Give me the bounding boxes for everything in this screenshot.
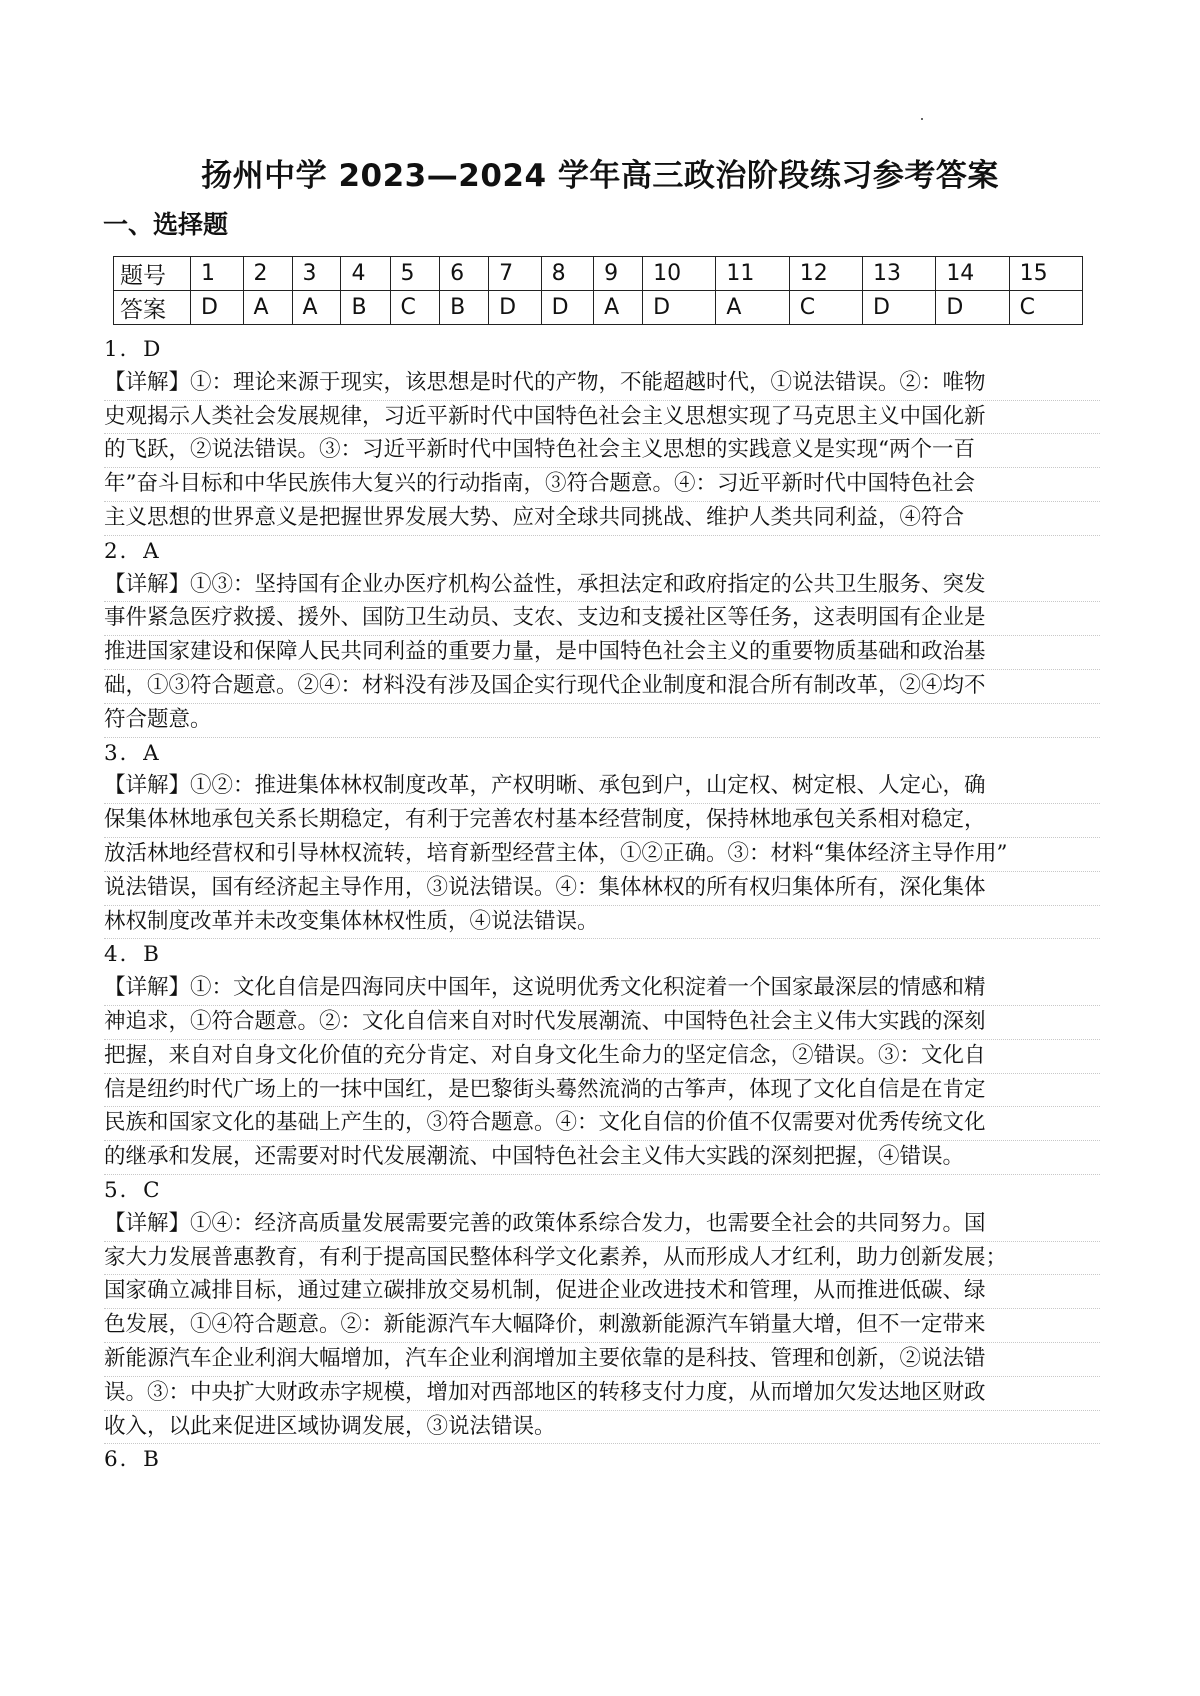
answer-cell: D [191,291,244,325]
explanation-line: 家大力发展普惠教育，有利于提高国民整体科学文化素养，从而形成人才红利，助力创新发展； [104,1242,1100,1276]
explanation-line: 【详解】①④：经济高质量发展需要完善的政策体系综合发力，也需要全社会的共同努力。国 [104,1208,1100,1242]
explanation-line: 国家确立减排目标，通过建立碳排放交易机制，促进企业改进技术和管理，从而推进低碳、绿 [104,1275,1100,1309]
answer-cell: D [541,291,594,325]
question-answer-label: 6．B [104,1447,161,1473]
answer-cell: C [1009,291,1082,325]
answer-cell: C [390,291,440,325]
explanation-line: 【详解】①：理论来源于现实，该思想是时代的产物，不能超越时代，①说法错误。②：唯物 [104,367,1100,401]
question-number-cell: 8 [541,257,594,291]
row-header-number: 题号 [114,257,191,291]
answer-cell: B [341,291,390,325]
question-number-cell: 13 [863,257,936,291]
explanations [104,334,1100,1477]
explanation-line: 信是纽约时代广场上的一抹中国红，是巴黎街头蓦然流淌的古筝声，体现了文化自信是在肯定 [104,1074,1100,1108]
explanation-line: 把握，来自对自身文化价值的充分肯定、对自身文化生命力的坚定信念，②错误。③：文化自 [104,1040,1100,1074]
answer-cell: C [789,291,862,325]
explanation-line: 础，①③符合题意。②④：材料没有涉及国企实行现代企业制度和混合所有制改革，②④均不 [104,670,1100,704]
answer-cell: D [863,291,936,325]
answer-cell: A [243,291,292,325]
question-explanation [104,738,1100,940]
question-explanation [104,334,1100,536]
explanation-line: 新能源汽车企业利润大幅增加，汽车企业利润增加主要依靠的是科技、管理和创新，②说法错 [104,1343,1100,1377]
explanation-line: 民族和国家文化的基础上产生的，③符合题意。④：文化自信的价值不仅需要对优秀传统文化 [104,1107,1100,1141]
explanation-line: 年”奋斗目标和中华民族伟大复兴的行动指南，③符合题意。④：习近平新时代中国特色社会 [104,468,1100,502]
question-number-cell: 10 [643,257,716,291]
question-number-cell: 15 [1009,257,1082,291]
explanation-text [104,569,1100,738]
explanation-line: 【详解】①：文化自信是四海同庆中国年，这说明优秀文化积淀着一个国家最深层的情感和精 [104,972,1100,1006]
question-number-cell: 6 [440,257,489,291]
answer-row [114,291,1083,325]
explanation-line: 【详解】①③：坚持国有企业办医疗机构公益性，承担法定和政府指定的公共卫生服务、突发 [104,569,1100,603]
question-answer-label: 1．D [104,337,163,362]
explanation-line: 误。③：中央扩大财政赤字规模，增加对西部地区的转移支付力度，从而增加欠发达地区财政 [104,1377,1100,1411]
question-explanation [104,536,1100,738]
explanation-line: 保集体林地承包关系长期稳定，有利于完善农村基本经营制度，保持林地承包关系相对稳定， [104,804,1100,838]
question-explanation [104,939,1100,1175]
question-number-cell: 7 [489,257,542,291]
explanation-text [104,770,1100,939]
answer-cell: D [489,291,542,325]
section-heading-choice-questions: 一、选择题 [103,210,229,239]
answer-cell: D [936,291,1009,325]
answer-cell: A [292,291,341,325]
question-number-cell: 5 [390,257,440,291]
explanation-line: 神追求，①符合题意。②：文化自信来自对时代发展潮流、中国特色社会主义伟大实践的深刻 [104,1006,1100,1040]
question-number-cell: 12 [789,257,862,291]
question-answer-label: 4．B [104,942,161,968]
scan-speck [921,118,923,120]
explanation-line: 史观揭示人类社会发展规律，习近平新时代中国特色社会主义思想实现了马克思主义中国化新 [104,401,1100,435]
answer-cell: B [440,291,489,325]
explanation-text [104,367,1100,536]
answer-cell: D [643,291,716,325]
question-number-cell: 11 [716,257,789,291]
explanation-line: 放活林地经营权和引导林权流转，培育新型经营主体，①②正确。③：材料“集体经济主导作用” [104,838,1100,872]
explanation-line: 收入，以此来促进区域协调发展，③说法错误。 [104,1411,1100,1445]
question-answer-label: 3．A [104,740,161,766]
question-answer-label: 2．A [104,538,161,564]
question-number-cell: 1 [191,257,244,291]
explanation-line: 色发展，①④符合题意。②：新能源汽车大幅降价，刺激新能源汽车销量大增，但不一定带来 [104,1309,1100,1343]
explanation-line: 推进国家建设和保障人民共同利益的重要力量，是中国特色社会主义的重要物质基础和政治基 [104,636,1100,670]
answer-cell: A [716,291,789,325]
question-answer-label: 5．C [104,1177,162,1203]
explanation-line: 林权制度改革并未改变集体林权性质，④说法错误。 [104,906,1100,940]
question-number-row [114,257,1083,291]
explanation-text [104,1208,1100,1445]
answer-cell: A [594,291,643,325]
explanation-line: 说法错误，国有经济起主导作用，③说法错误。④：集体林权的所有权归集体所有，深化集体 [104,872,1100,906]
row-header-answer: 答案 [114,291,191,325]
page-title: 扬州中学 2023—2024 学年高三政治阶段练习参考答案 [201,158,999,194]
question-explanation [104,1175,1100,1444]
explanation-line: 主义思想的世界意义是把握世界发展大势、应对全球共同挑战、维护人类共同利益，④符合 [104,502,1100,536]
question-explanation [104,1444,1100,1477]
explanation-text [104,972,1100,1175]
question-number-cell: 2 [243,257,292,291]
question-number-cell: 3 [292,257,341,291]
answer-table [113,256,1083,325]
question-number-cell: 14 [936,257,1009,291]
question-number-cell: 9 [594,257,643,291]
explanation-line: 的继承和发展，还需要对时代发展潮流、中国特色社会主义伟大实践的深刻把握，④错误。 [104,1141,1100,1175]
explanation-line: 【详解】①②：推进集体林权制度改革，产权明晰、承包到户，山定权、树定根、人定心，确 [104,770,1100,804]
question-number-cell: 4 [341,257,390,291]
explanation-line: 符合题意。 [104,704,1100,738]
explanation-line: 事件紧急医疗救援、援外、国防卫生动员、支农、支边和支援社区等任务，这表明国有企业是 [104,602,1100,636]
explanation-line: 的飞跃，②说法错误。③：习近平新时代中国特色社会主义思想的实践意义是实现“两个一百 [104,434,1100,468]
